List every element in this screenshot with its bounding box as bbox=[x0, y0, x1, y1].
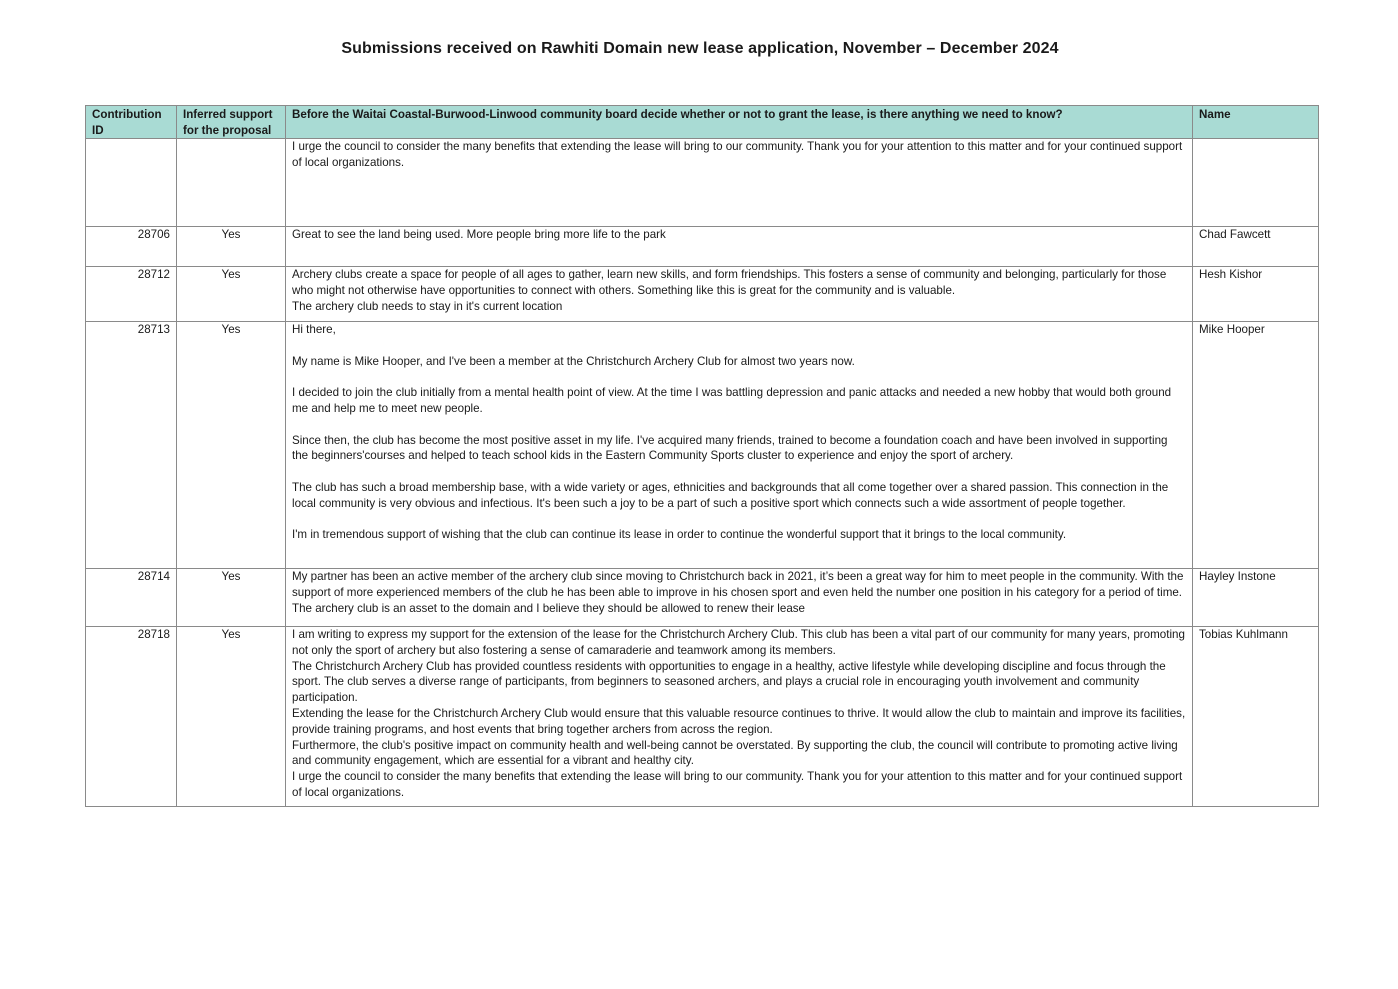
cell-contribution-id: 28712 bbox=[86, 267, 177, 322]
table-row bbox=[86, 322, 1319, 569]
header-name: Name bbox=[1193, 106, 1319, 139]
response-paragraph: Archery clubs create a space for people of all ages to gather, learn new skills, and form friendships. This fosters a sense of community and belonging, particularly for those who might not otherwise have opportunities to connect with others. Something like this is great for the community and is valuable. bbox=[292, 268, 1170, 297]
header-inferred-support: Inferred support for the proposal bbox=[177, 106, 286, 139]
response-paragraph: I decided to join the club initially from a mental health point of view. At the time I was battling depression and panic attacks and needed a new hobby that would both ground me and help me to meet new people. bbox=[292, 386, 1175, 415]
cell-contribution-id: 28713 bbox=[86, 322, 177, 569]
cell-name: Tobias Kuhlmann bbox=[1193, 627, 1319, 807]
response-paragraph: I urge the council to consider the many benefits that extending the lease will bring to our community. Thank you for your attention to this matter and for your continued support of local organizations. bbox=[292, 140, 1186, 169]
table-row bbox=[86, 569, 1319, 627]
cell-response bbox=[286, 227, 1193, 267]
cell-response bbox=[286, 267, 1193, 322]
header-contribution-id: Contribution ID bbox=[86, 106, 177, 139]
table-row bbox=[86, 267, 1319, 322]
response-paragraph: Hi there, bbox=[292, 323, 336, 336]
cell-contribution-id: 28706 bbox=[86, 227, 177, 267]
cell-support: Yes bbox=[177, 267, 286, 322]
cell-contribution-id: 28714 bbox=[86, 569, 177, 627]
table-row bbox=[86, 627, 1319, 807]
cell-support: Yes bbox=[177, 627, 286, 807]
cell-support bbox=[177, 139, 286, 227]
cell-contribution-id: 28718 bbox=[86, 627, 177, 807]
table-header-row bbox=[86, 106, 1319, 139]
cell-response bbox=[286, 139, 1193, 227]
response-paragraph: I'm in tremendous support of wishing that the club can continue its lease in order to continue the wonderful support that it brings to the local community. bbox=[292, 528, 1067, 542]
cell-response bbox=[286, 322, 1193, 569]
response-paragraph: My partner has been an active member of the archery club since moving to Christchurch back in 2021, it’s been a great way for him to meet people in the community. With the support of more experienced members of the club he has been able to improve in his chosen sport and even held the number one position in his category for a period of time. The archery club is an asset to the domain and I believe they should be allowed to renew their lease bbox=[292, 570, 1187, 615]
cell-support: Yes bbox=[177, 569, 286, 627]
response-paragraph: The Christchurch Archery Club has provided countless residents with opportunities to engage in a healthy, active lifestyle while developing discipline and focus through the sport. The club serves a diverse range of participants, from beginners to seasoned archers, and plays a crucial role in encouraging youth involvement and community participation. bbox=[292, 659, 1169, 705]
response-paragraph: The club has such a broad membership base, with a wide variety or ages, ethnicities and backgrounds that all come together over a shared passion. This connection in the local community is very obvious and infectious. It's been such a joy to be a part of such a positive sport which connects such a wide assortment of people together. bbox=[292, 480, 1172, 510]
cell-name: Chad Fawcett bbox=[1193, 227, 1319, 267]
response-paragraph: Furthermore, the club's positive impact on community health and well-being cannot be overstated. By supporting the club, the council will contribute to promoting active living and community engagement, which are essential for a vibrant and healthy city. bbox=[292, 738, 1181, 768]
cell-contribution-id bbox=[86, 139, 177, 227]
response-paragraph: Great to see the land being used. More people bring more life to the park bbox=[292, 228, 666, 241]
submissions-table bbox=[85, 105, 1319, 807]
response-paragraph: I urge the council to consider the many benefits that extending the lease will bring to our community. Thank you for your attention to this matter and for your continued support of local organizations. bbox=[292, 770, 1186, 799]
cell-support: Yes bbox=[177, 322, 286, 569]
response-paragraph: My name is Mike Hooper, and I've been a member at the Christchurch Archery Club for almost two years now. bbox=[292, 354, 855, 368]
cell-response bbox=[286, 569, 1193, 627]
cell-name: Mike Hooper bbox=[1193, 322, 1319, 569]
header-question: Before the Waitai Coastal-Burwood-Linwood community board decide whether or not to grant the lease, is there anything we need to know? bbox=[286, 106, 1193, 139]
page-title: Submissions received on Rawhiti Domain new lease application, November – December 2024 bbox=[341, 40, 1059, 57]
response-paragraph: Since then, the club has become the most positive asset in my life. I've acquired many friends, trained to become a foundation coach and have been involved in supporting the beginners'courses and helped to teach school kids in the Eastern Community Sports cluster to experience and enjoy the sport of archery. bbox=[292, 433, 1171, 463]
cell-name: Hesh Kishor bbox=[1193, 267, 1319, 322]
table-row-continuation bbox=[86, 139, 1319, 227]
cell-name bbox=[1193, 139, 1319, 227]
cell-response bbox=[286, 627, 1193, 807]
response-paragraph: The archery club needs to stay in it's current location bbox=[292, 299, 563, 313]
response-paragraph: I am writing to express my support for the extension of the lease for the Christchurch Archery Club. This club has been a vital part of our community for many years, promoting not only the sport of archery but also fostering a sense of camaraderie and teamwork among its members. bbox=[292, 628, 1189, 657]
cell-name: Hayley Instone bbox=[1193, 569, 1319, 627]
response-paragraph: Extending the lease for the Christchurch Archery Club would ensure that this valuable resource continues to thrive. It would allow the club to maintain and improve its facilities, provide training programs, and host events that bring together archers from across the region. bbox=[292, 706, 1189, 736]
cell-support: Yes bbox=[177, 227, 286, 267]
table-row bbox=[86, 227, 1319, 267]
